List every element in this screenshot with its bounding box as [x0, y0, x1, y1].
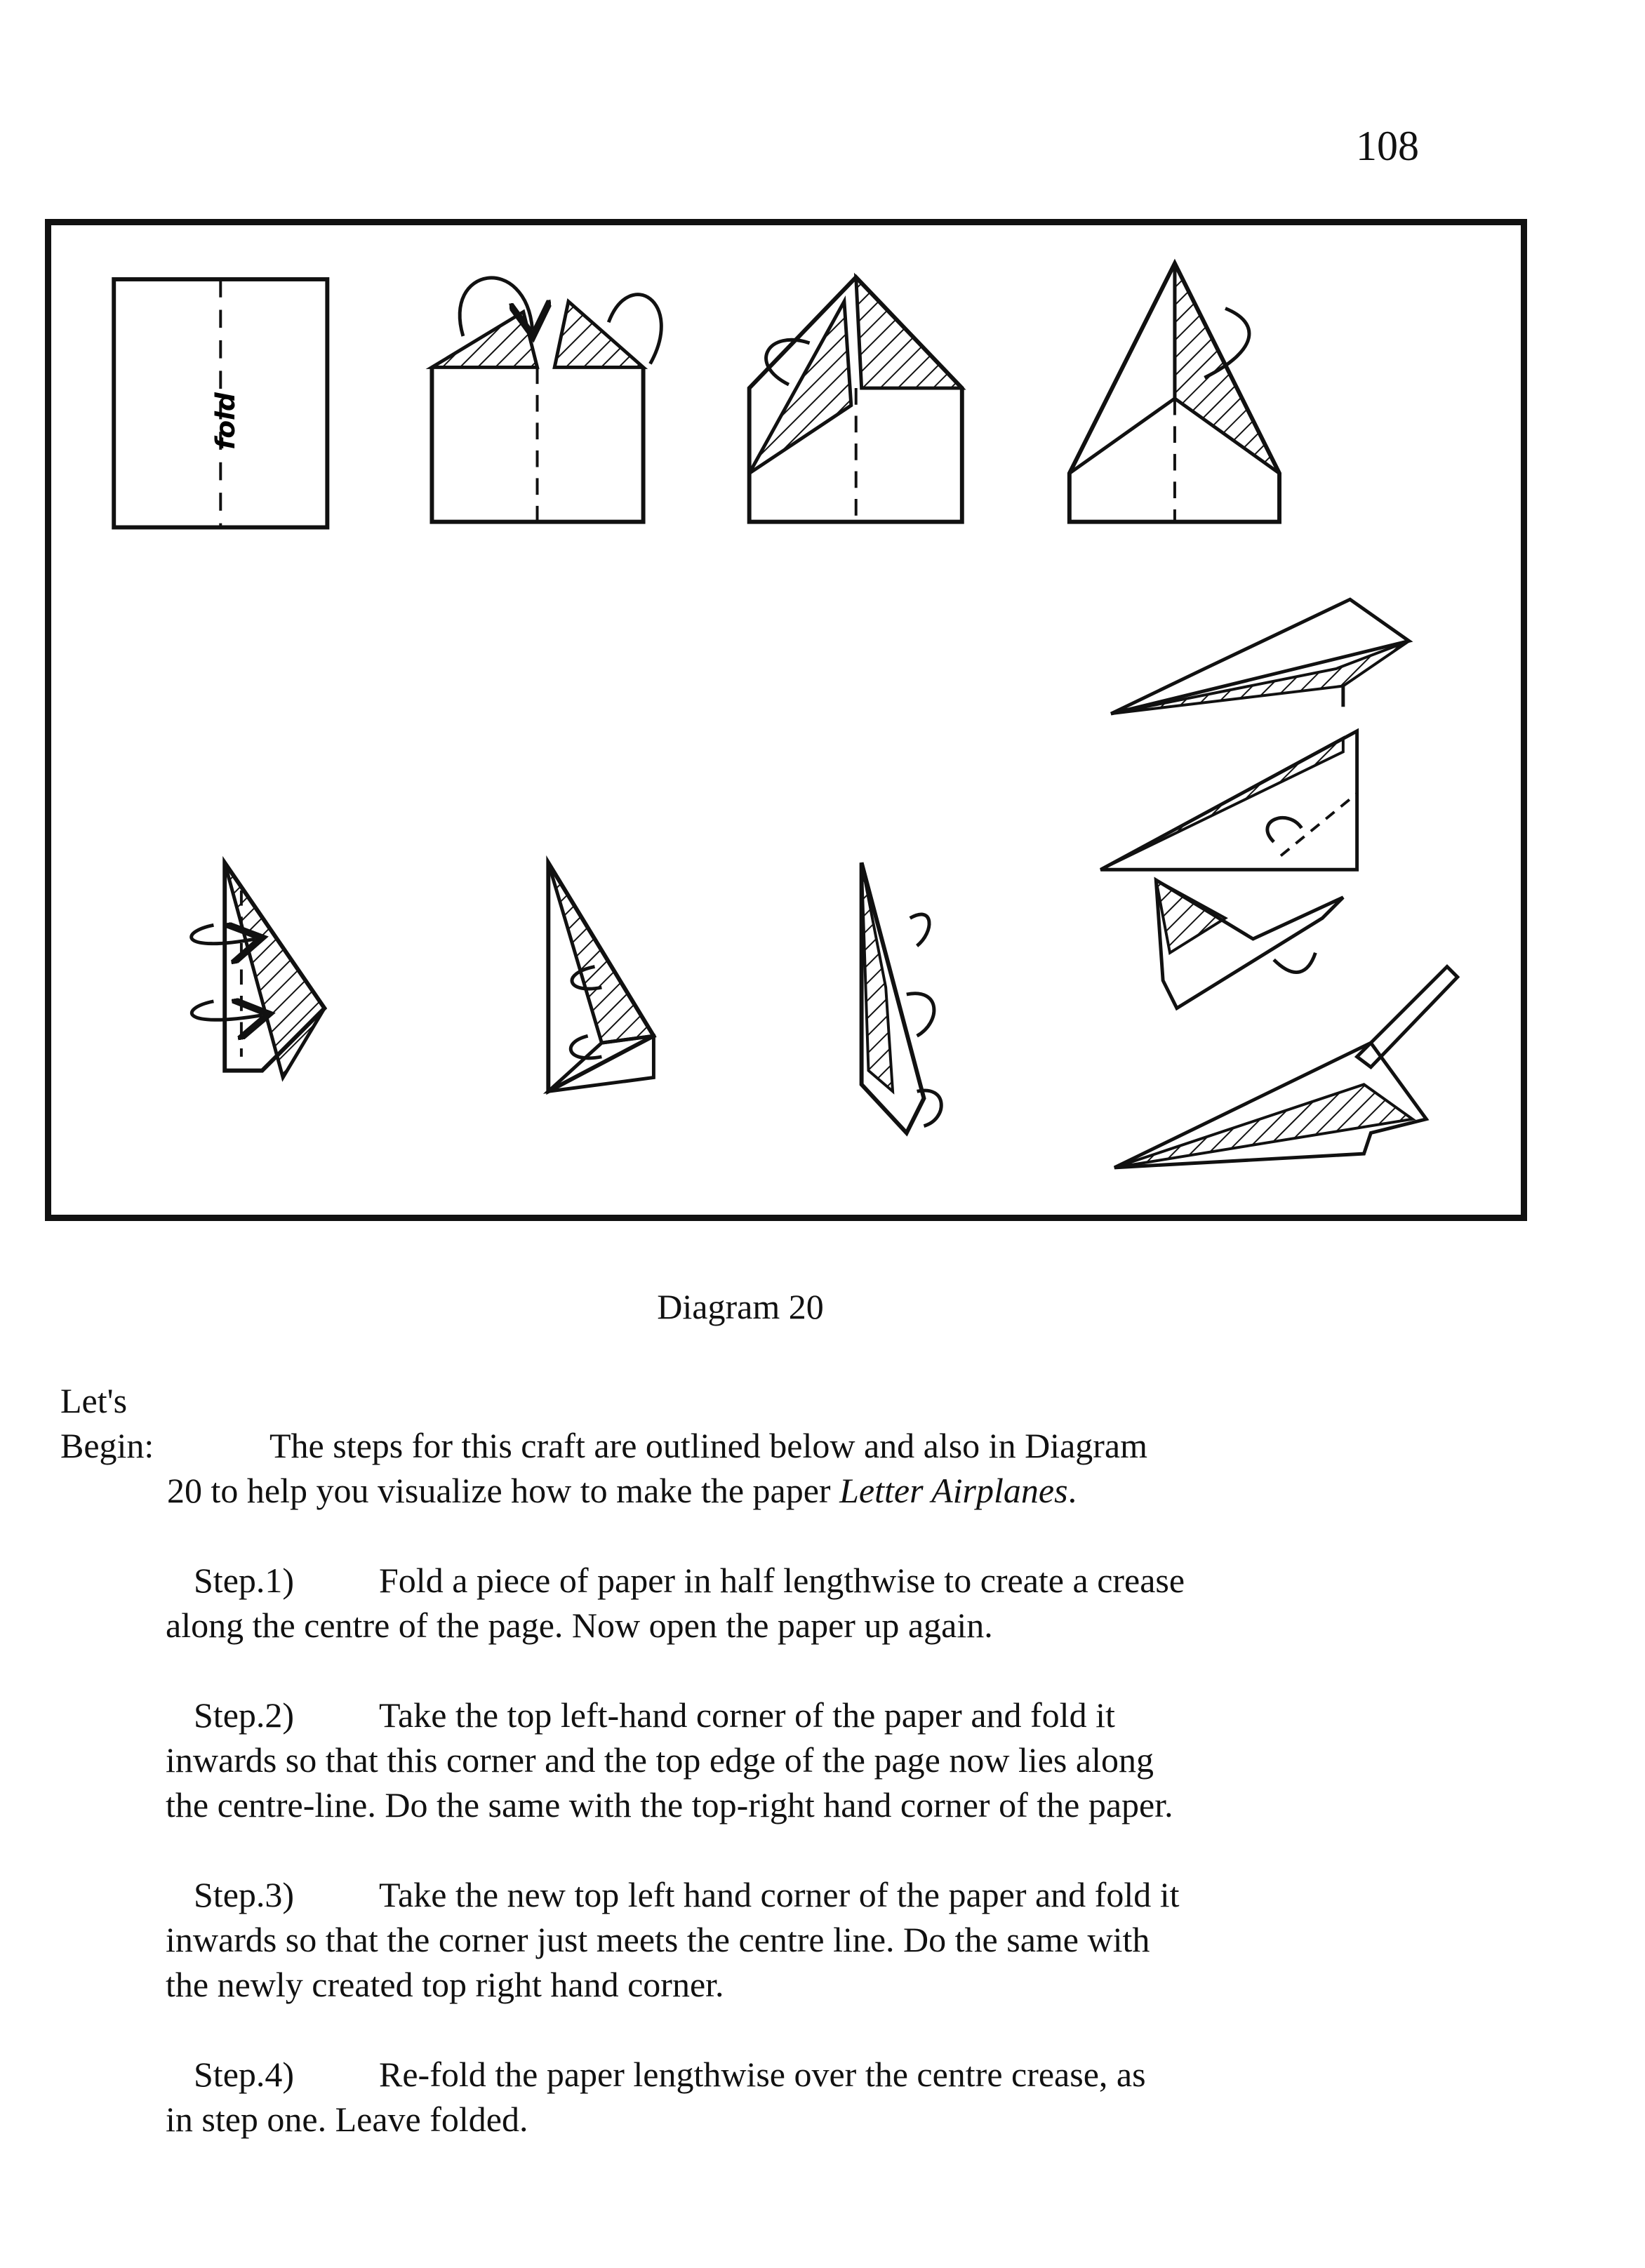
step4-line-1: Re-fold the paper lengthwise over the centre crease, as: [379, 2055, 1146, 2094]
intro-line-2: [167, 1468, 1077, 1513]
step2-line-1: Take the top left-hand corner of the paper and fold it: [379, 1695, 1115, 1735]
step1-label: Step.1): [194, 1561, 295, 1600]
step1-line-1: Fold a piece of paper in half lengthwise to create a crease: [379, 1561, 1185, 1600]
step5-sheet: [192, 862, 325, 1077]
step2-line-2: inwards so that this corner and the top edge of the page now lies along: [166, 1740, 1154, 1780]
diagram-frame: [45, 219, 1527, 1221]
step3-sheet: [750, 277, 962, 522]
step3-line-3: the newly created top right hand corner.: [166, 1965, 724, 2004]
step4-sheet: [1070, 263, 1279, 521]
intro-line-2-b: .: [1067, 1471, 1077, 1510]
step4-label: Step.4): [194, 2055, 295, 2094]
step1-line-2: along the centre of the page. Now open the paper up again.: [166, 1606, 993, 1645]
step7-sheet: [862, 862, 942, 1133]
airplane-final: [1114, 967, 1458, 1168]
intro-italic-title: Letter Airplanes: [839, 1471, 1068, 1510]
intro-line-1: The steps for this craft are outlined below and also in Diagram: [269, 1426, 1148, 1465]
intro-line-2-a: 20 to help you visualize how to make the paper: [167, 1471, 840, 1510]
step3-line-2: inwards so that the corner just meets the centre line. Do the same with: [166, 1920, 1150, 1959]
begin-label: Begin:: [60, 1426, 154, 1465]
page-number: 108: [1356, 123, 1419, 169]
step2-label: Step.2): [194, 1695, 295, 1735]
step4-line-2: in step one. Leave folded.: [166, 2100, 528, 2139]
airplane-top: [1111, 599, 1409, 714]
lets-label: Let's: [60, 1381, 128, 1420]
step3-line-1: Take the new top left hand corner of the paper and fold it: [379, 1875, 1180, 1914]
folding-diagram: [51, 225, 1521, 1215]
step2-sheet: [432, 278, 661, 522]
step3-label: Step.3): [194, 1875, 295, 1914]
step6-sheet: [548, 862, 653, 1091]
airplane-second: [1100, 731, 1357, 869]
airplane-third: [1156, 880, 1343, 1008]
fold-label: fold: [210, 392, 241, 450]
step2-line-3: the centre-line. Do the same with the top-right hand corner of the paper.: [166, 1785, 1173, 1825]
diagram-caption: Diagram 20: [657, 1287, 824, 1326]
step1-sheet: [114, 279, 327, 527]
